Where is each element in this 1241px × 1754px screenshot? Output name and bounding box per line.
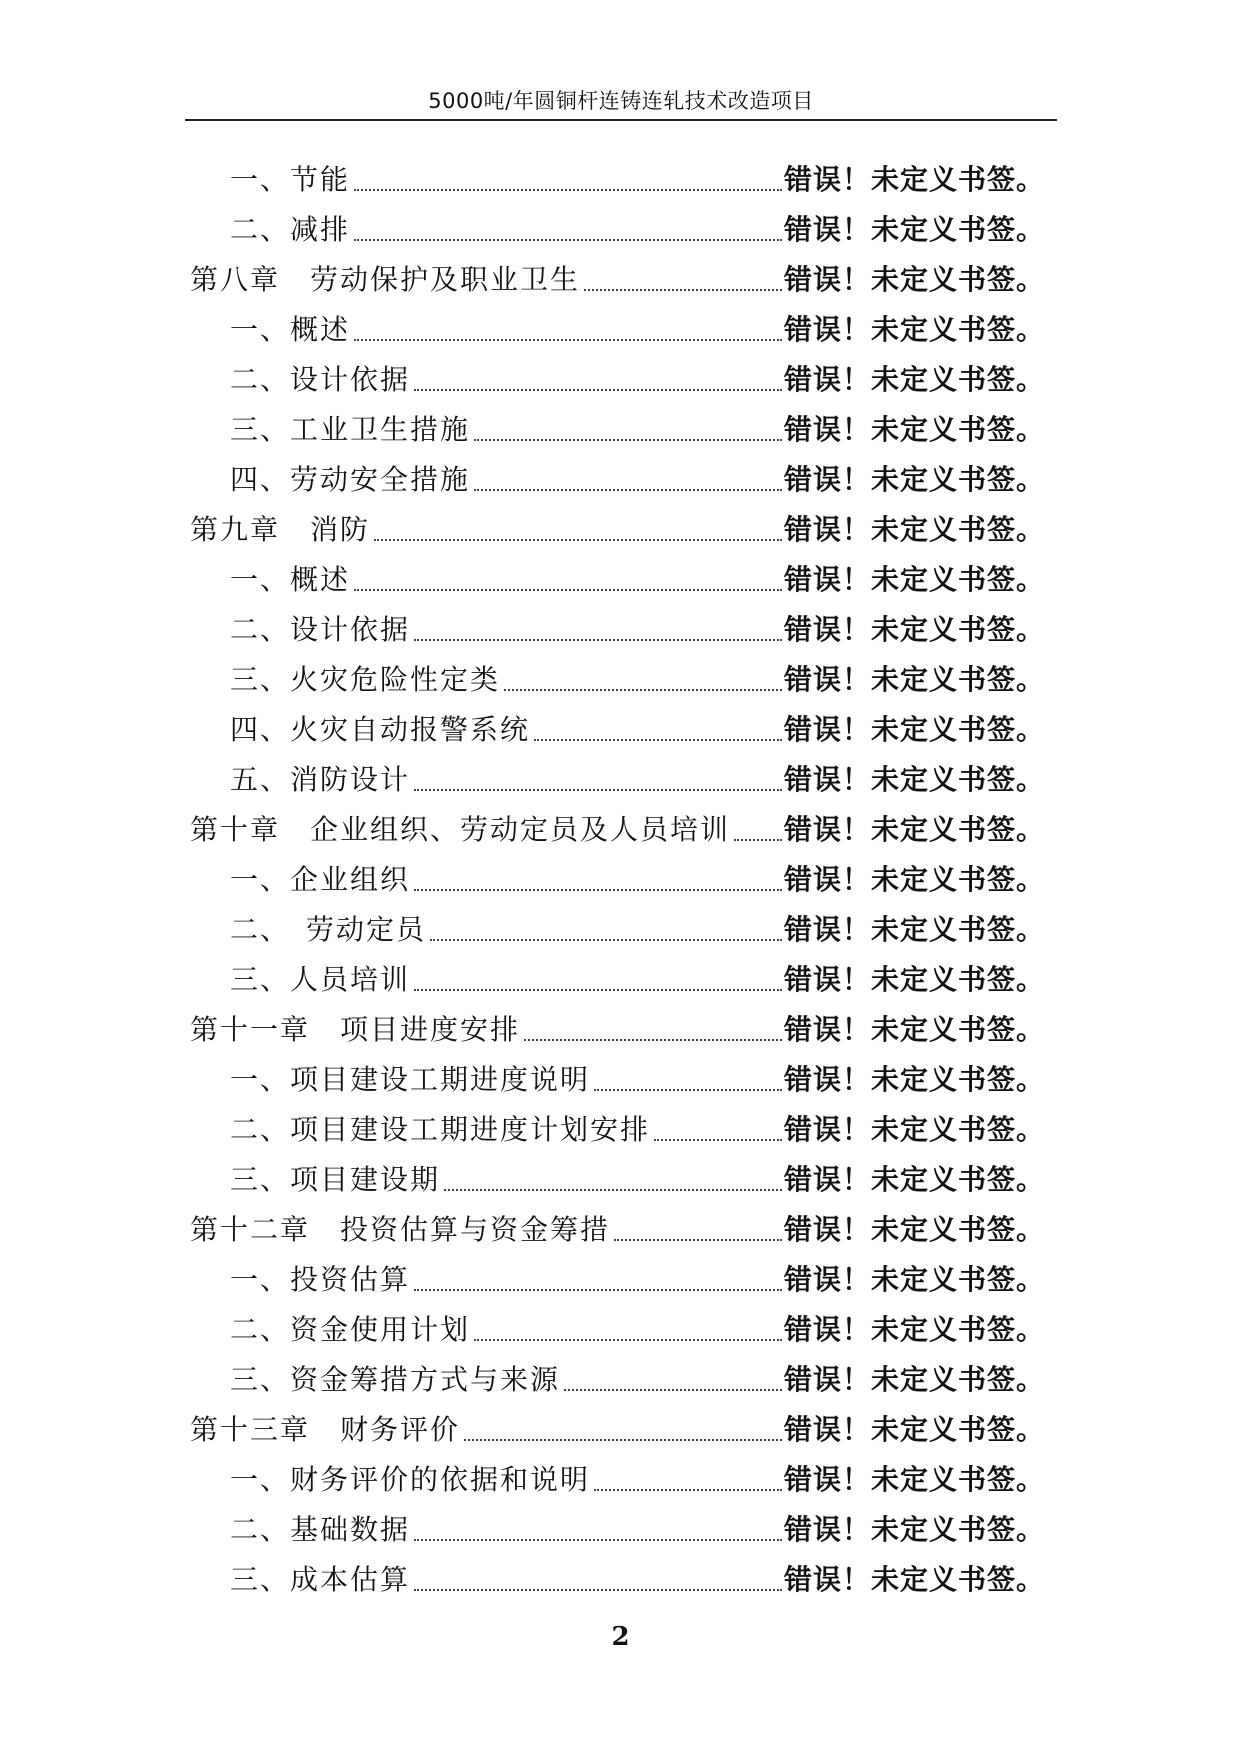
toc-dot-leader bbox=[594, 1489, 782, 1491]
toc-entry-page-ref[interactable]: 错误！未定义书签。 bbox=[783, 1063, 1045, 1096]
toc-entry-page-ref[interactable]: 错误！未定义书签。 bbox=[783, 1163, 1045, 1196]
toc-entry-title[interactable]: 一、企业组织 bbox=[230, 863, 411, 896]
toc-entry-page-ref[interactable]: 错误！未定义书签。 bbox=[783, 813, 1045, 846]
toc-dot-leader bbox=[354, 239, 782, 241]
toc-dot-leader bbox=[504, 689, 782, 691]
toc-chapter-entry[interactable] bbox=[190, 1402, 1045, 1452]
toc-section-entry[interactable] bbox=[190, 1552, 1045, 1602]
toc-dot-leader bbox=[354, 189, 782, 191]
toc-dot-leader bbox=[414, 789, 782, 791]
toc-dot-leader bbox=[414, 1539, 782, 1541]
toc-dot-leader bbox=[464, 1439, 782, 1441]
toc-entry-title[interactable]: 第八章 劳动保护及职业卫生 bbox=[190, 263, 581, 296]
toc-entry-page-ref[interactable]: 错误！未定义书签。 bbox=[783, 1463, 1045, 1496]
toc-dot-leader bbox=[654, 1139, 782, 1141]
toc-entry-title[interactable]: 第九章 消防 bbox=[190, 513, 371, 546]
toc-dot-leader bbox=[374, 539, 782, 541]
toc-entry-title[interactable]: 一、财务评价的依据和说明 bbox=[230, 1463, 591, 1496]
toc-dot-leader bbox=[430, 939, 782, 941]
toc-entry-page-ref[interactable]: 错误！未定义书签。 bbox=[783, 163, 1045, 196]
toc-section-entry[interactable] bbox=[190, 752, 1045, 802]
toc-dot-leader bbox=[474, 489, 782, 491]
toc-section-entry[interactable] bbox=[190, 352, 1045, 402]
toc-dot-leader bbox=[584, 289, 782, 291]
toc-entry-title[interactable]: 五、消防设计 bbox=[230, 763, 411, 796]
toc-dot-leader bbox=[354, 339, 782, 341]
toc-section-entry[interactable] bbox=[190, 402, 1045, 452]
toc-section-entry[interactable] bbox=[190, 952, 1045, 1002]
toc-section-entry[interactable] bbox=[190, 202, 1045, 252]
toc-dot-leader bbox=[414, 989, 782, 991]
toc-entry-page-ref[interactable]: 错误！未定义书签。 bbox=[783, 663, 1045, 696]
toc-dot-leader bbox=[594, 1089, 782, 1091]
toc-entry-title[interactable]: 一、概述 bbox=[230, 563, 351, 596]
table-of-contents bbox=[190, 152, 1045, 1602]
toc-section-entry[interactable] bbox=[190, 902, 1045, 952]
toc-entry-title[interactable]: 一、项目建设工期进度说明 bbox=[230, 1063, 591, 1096]
toc-section-entry[interactable] bbox=[190, 1252, 1045, 1302]
toc-entry-title[interactable]: 第十三章 财务评价 bbox=[190, 1413, 461, 1446]
toc-section-entry[interactable] bbox=[190, 1352, 1045, 1402]
toc-entry-page-ref[interactable]: 错误！未定义书签。 bbox=[783, 313, 1045, 346]
toc-dot-leader bbox=[614, 1239, 782, 1241]
toc-section-entry[interactable] bbox=[190, 1102, 1045, 1152]
toc-entry-title[interactable]: 四、火灾自动报警系统 bbox=[230, 713, 531, 746]
toc-chapter-entry[interactable] bbox=[190, 802, 1045, 852]
toc-section-entry[interactable] bbox=[190, 1052, 1045, 1102]
toc-section-entry[interactable] bbox=[190, 1502, 1045, 1552]
toc-entry-page-ref[interactable]: 错误！未定义书签。 bbox=[783, 1513, 1045, 1546]
toc-section-entry[interactable] bbox=[190, 702, 1045, 752]
toc-entry-page-ref[interactable]: 错误！未定义书签。 bbox=[783, 613, 1045, 646]
toc-entry-page-ref[interactable]: 错误！未定义书签。 bbox=[783, 863, 1045, 896]
toc-entry-page-ref[interactable]: 错误！未定义书签。 bbox=[783, 1563, 1045, 1596]
toc-entry-title[interactable]: 第十章 企业组织、劳动定员及人员培训 bbox=[190, 813, 731, 846]
toc-entry-title[interactable]: 第十二章 投资估算与资金筹措 bbox=[190, 1213, 611, 1246]
toc-section-entry[interactable] bbox=[190, 452, 1045, 502]
toc-entry-page-ref[interactable]: 错误！未定义书签。 bbox=[783, 963, 1045, 996]
toc-entry-title[interactable]: 第十一章 项目进度安排 bbox=[190, 1013, 521, 1046]
toc-section-entry[interactable] bbox=[190, 152, 1045, 202]
toc-entry-page-ref[interactable]: 错误！未定义书签。 bbox=[783, 763, 1045, 796]
toc-entry-title[interactable]: 三、成本估算 bbox=[230, 1563, 411, 1596]
toc-entry-title[interactable]: 一、投资估算 bbox=[230, 1263, 411, 1296]
toc-dot-leader bbox=[414, 1289, 782, 1291]
toc-entry-page-ref[interactable]: 错误！未定义书签。 bbox=[783, 913, 1045, 946]
toc-section-entry[interactable] bbox=[190, 652, 1045, 702]
toc-entry-title[interactable]: 一、概述 bbox=[230, 313, 351, 346]
toc-chapter-entry[interactable] bbox=[190, 1202, 1045, 1252]
toc-section-entry[interactable] bbox=[190, 602, 1045, 652]
toc-entry-title[interactable]: 三、工业卫生措施 bbox=[230, 413, 471, 446]
toc-entry-page-ref[interactable]: 错误！未定义书签。 bbox=[783, 1413, 1045, 1446]
toc-dot-leader bbox=[414, 639, 782, 641]
toc-section-entry[interactable] bbox=[190, 552, 1045, 602]
page-number: 2 bbox=[611, 1622, 630, 1652]
toc-entry-page-ref[interactable]: 错误！未定义书签。 bbox=[783, 1113, 1045, 1146]
toc-entry-title[interactable]: 一、节能 bbox=[230, 163, 351, 196]
toc-entry-page-ref[interactable]: 错误！未定义书签。 bbox=[783, 463, 1045, 496]
toc-entry-page-ref[interactable]: 错误！未定义书签。 bbox=[783, 1213, 1045, 1246]
toc-dot-leader bbox=[414, 1589, 782, 1591]
toc-entry-title[interactable]: 三、人员培训 bbox=[230, 963, 411, 996]
toc-entry-title[interactable]: 三、火灾危险性定类 bbox=[230, 663, 501, 696]
toc-dot-leader bbox=[564, 1389, 782, 1391]
page-header: 5000吨/年圆铜杆连铸连轧技术改造项目 bbox=[428, 89, 814, 113]
toc-entry-page-ref[interactable]: 错误！未定义书签。 bbox=[783, 363, 1045, 396]
toc-dot-leader bbox=[474, 1339, 782, 1341]
toc-dot-leader bbox=[524, 1039, 782, 1041]
toc-entry-page-ref[interactable]: 错误！未定义书签。 bbox=[783, 413, 1045, 446]
header-rule bbox=[185, 119, 1057, 121]
toc-dot-leader bbox=[414, 889, 782, 891]
toc-dot-leader bbox=[444, 1189, 782, 1191]
toc-entry-title[interactable]: 二、设计依据 bbox=[230, 613, 411, 646]
toc-section-entry[interactable] bbox=[190, 1452, 1045, 1502]
toc-entry-page-ref[interactable]: 错误！未定义书签。 bbox=[783, 513, 1045, 546]
toc-entry-title[interactable]: 二、项目建设工期进度计划安排 bbox=[230, 1113, 651, 1146]
toc-entry-page-ref[interactable]: 错误！未定义书签。 bbox=[783, 1263, 1045, 1296]
toc-entry-page-ref[interactable]: 错误！未定义书签。 bbox=[783, 1363, 1045, 1396]
toc-entry-page-ref[interactable]: 错误！未定义书签。 bbox=[783, 213, 1045, 246]
toc-entry-page-ref[interactable]: 错误！未定义书签。 bbox=[783, 713, 1045, 746]
toc-entry-title[interactable]: 二、基础数据 bbox=[230, 1513, 411, 1546]
toc-entry-page-ref[interactable]: 错误！未定义书签。 bbox=[783, 1013, 1045, 1046]
toc-chapter-entry[interactable] bbox=[190, 1002, 1045, 1052]
toc-section-entry[interactable] bbox=[190, 302, 1045, 352]
toc-entry-title[interactable]: 四、劳动安全措施 bbox=[230, 463, 471, 496]
toc-entry-page-ref[interactable]: 错误！未定义书签。 bbox=[783, 563, 1045, 596]
toc-dot-leader bbox=[534, 739, 782, 741]
toc-entry-title[interactable]: 二、减排 bbox=[230, 213, 351, 246]
toc-section-entry[interactable] bbox=[190, 1302, 1045, 1352]
toc-entry-title[interactable]: 三、资金筹措方式与来源 bbox=[230, 1363, 561, 1396]
toc-section-entry[interactable] bbox=[190, 852, 1045, 902]
toc-entry-title[interactable]: 二、 劳动定员 bbox=[230, 913, 427, 946]
toc-section-entry[interactable] bbox=[190, 1152, 1045, 1202]
toc-dot-leader bbox=[474, 439, 782, 441]
toc-entry-title[interactable]: 二、设计依据 bbox=[230, 363, 411, 396]
toc-chapter-entry[interactable] bbox=[190, 252, 1045, 302]
toc-dot-leader bbox=[414, 389, 782, 391]
toc-dot-leader bbox=[734, 839, 782, 841]
toc-entry-title[interactable]: 二、资金使用计划 bbox=[230, 1313, 471, 1346]
toc-entry-page-ref[interactable]: 错误！未定义书签。 bbox=[783, 263, 1045, 296]
toc-dot-leader bbox=[354, 589, 782, 591]
toc-entry-title[interactable]: 三、项目建设期 bbox=[230, 1163, 441, 1196]
toc-chapter-entry[interactable] bbox=[190, 502, 1045, 552]
toc-entry-page-ref[interactable]: 错误！未定义书签。 bbox=[783, 1313, 1045, 1346]
